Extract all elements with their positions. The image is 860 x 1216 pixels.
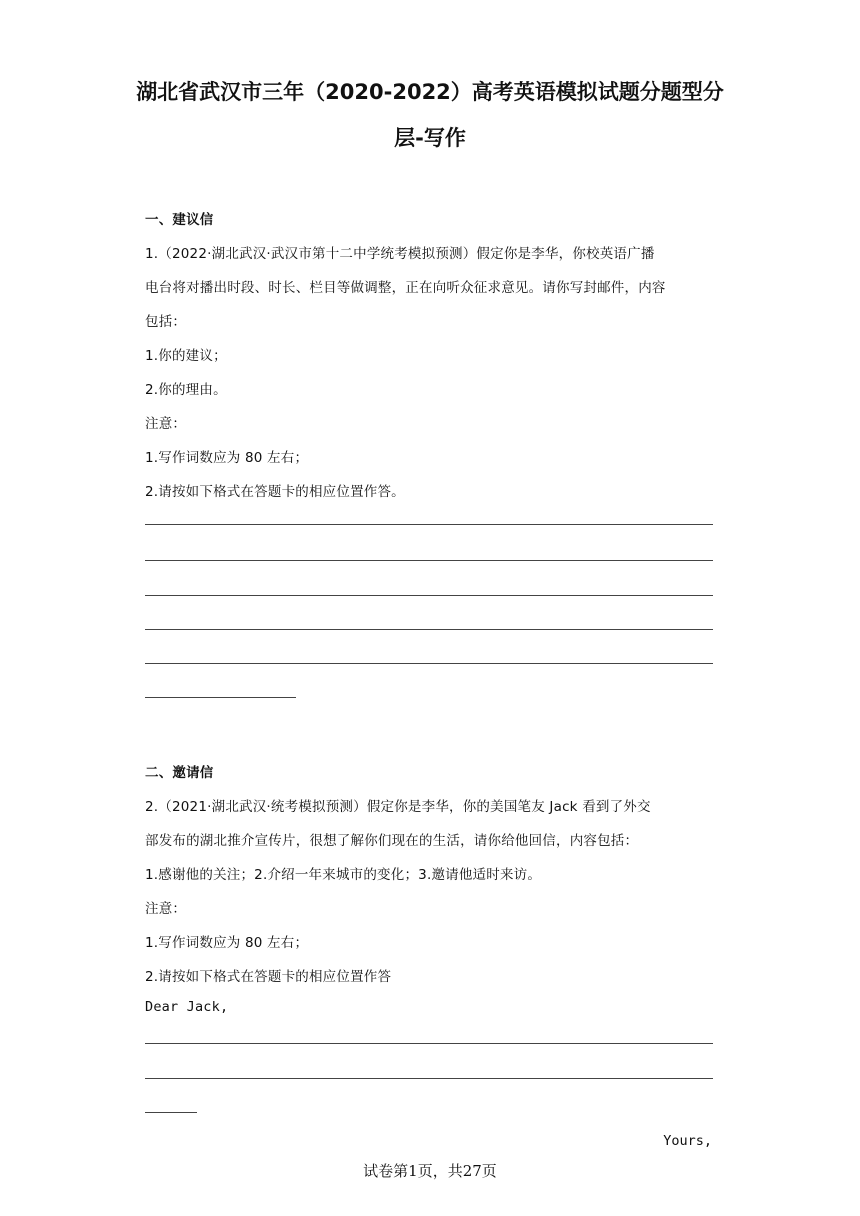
answer-line[interactable] <box>145 697 296 698</box>
answer-line[interactable] <box>145 663 713 664</box>
salutation: Dear Jack, <box>145 999 229 1015</box>
answer-line[interactable] <box>145 1043 713 1044</box>
section1-point: 2.你的理由。 <box>145 382 227 398</box>
section1-question-line: 1.（2022·湖北武汉·武汉市第十二中学统考模拟预测）假定你是李华，你校英语广播 <box>145 246 655 262</box>
answer-line[interactable] <box>145 560 713 561</box>
section2-note: 2.请按如下格式在答题卡的相应位置作答 <box>145 969 392 985</box>
document-title-line2: 层-写作 <box>394 126 466 150</box>
section2-question-line: 2.（2021·湖北武汉·统考模拟预测）假定你是李华，你的美国笔友 Jack 看到了外交 <box>145 799 651 815</box>
section2-note-label: 注意： <box>145 901 187 917</box>
answer-line[interactable] <box>145 595 713 596</box>
section2-note: 1.写作词数应为 80 左右； <box>145 935 309 951</box>
section2-question-line: 部发布的湖北推介宣传片，很想了解你们现在的生活，请你给他回信，内容包括： <box>145 833 639 849</box>
section1-point: 1.你的建议； <box>145 348 227 364</box>
section1-note-label: 注意： <box>145 416 187 432</box>
section2-point: 1.感谢他的关注；2.介绍一年来城市的变化；3.邀请他适时来访。 <box>145 867 542 883</box>
section1-note: 1.写作词数应为 80 左右； <box>145 450 309 466</box>
answer-line[interactable] <box>145 1112 197 1113</box>
section1-question-line: 电台将对播出时段、时长、栏目等做调整，正在向听众征求意见。请你写封邮件，内容 <box>145 280 666 296</box>
section1-heading: 一、建议信 <box>145 212 214 228</box>
section2-heading: 二、邀请信 <box>145 765 214 781</box>
signoff: Yours, <box>663 1133 712 1149</box>
answer-line[interactable] <box>145 629 713 630</box>
document-title-line1: 湖北省武汉市三年（2020-2022）高考英语模拟试题分题型分 <box>136 80 724 104</box>
page-footer: 试卷第1页，共27页 <box>363 1162 497 1180</box>
answer-line[interactable] <box>145 524 713 525</box>
section1-question-line: 包括： <box>145 314 187 330</box>
answer-line[interactable] <box>145 1078 713 1079</box>
section1-note: 2.请按如下格式在答题卡的相应位置作答。 <box>145 484 405 500</box>
